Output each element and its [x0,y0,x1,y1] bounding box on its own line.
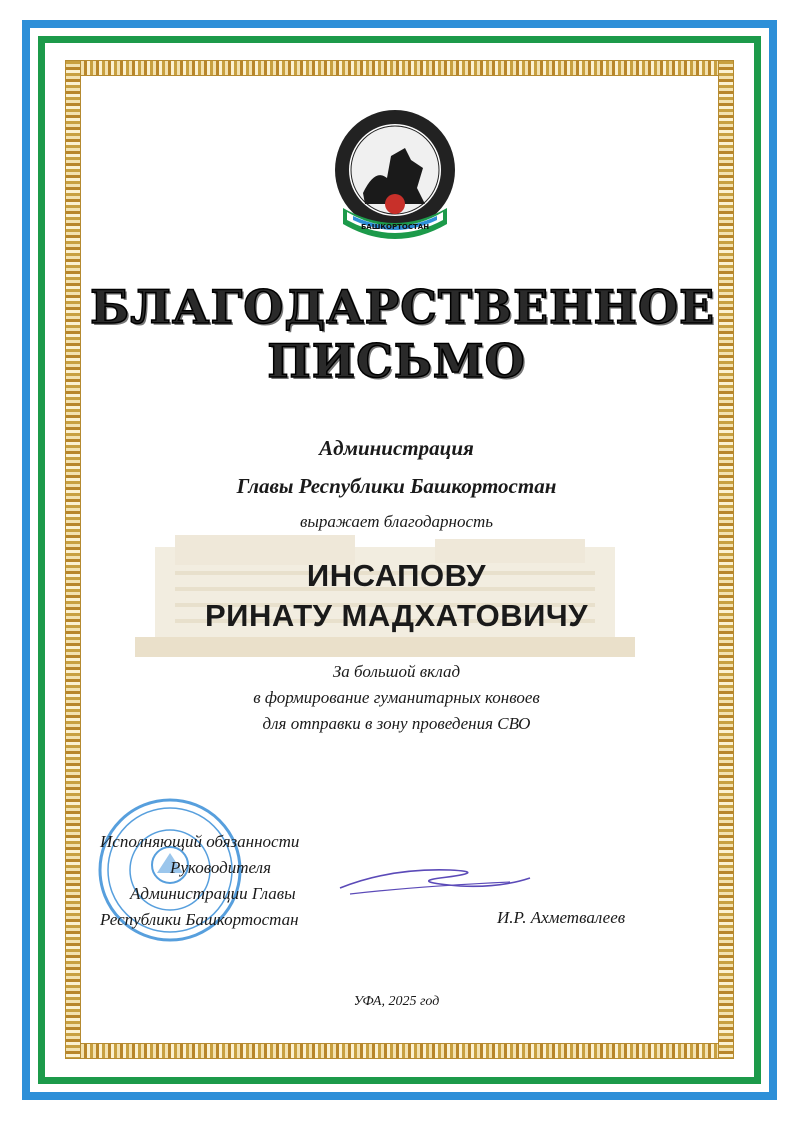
svg-text:БАШКОРТОСТАН: БАШКОРТОСТАН [360,223,430,231]
ornament-border-left [65,60,81,1059]
issuer-line1: Администрация [319,436,474,460]
ornament-border-bottom [65,1043,734,1059]
recipient-surname: ИНСАПОВУ [306,558,487,593]
document-title-line1: БЛАГОДАРСТВЕННОЕ [90,280,716,334]
signer-position-line4: Республики Башкортостан [100,910,299,929]
document-title-line2: ПИСЬМО [267,334,526,388]
reason-line1: За большой вклад [332,662,461,681]
place-and-year: УФА, 2025 год [353,994,440,1009]
reason-line2: в формирование гуманитарных конвоев [253,688,540,707]
bashkortostan-coat-of-arms-icon [325,108,465,254]
expresses-text: выражает благодарность [299,512,494,531]
ornament-border-right [718,60,734,1059]
signer-name: И.Р. Ахметвалеев [497,908,626,927]
recipient-name: РИНАТУ МАДХАТОВИЧУ [205,598,588,633]
ornament-border-top [65,60,734,76]
issuer-line2: Главы Республики Башкортостан [236,474,557,498]
signer-position-line3: Администрации Главы [130,884,296,903]
reason-line3: для отправки в зону проведения СВО [262,714,531,733]
handwritten-signature-icon [330,848,550,908]
signer-position-line1: Исполняющий обязанности [100,832,300,851]
signer-position-line2: Руководителя [170,858,271,877]
